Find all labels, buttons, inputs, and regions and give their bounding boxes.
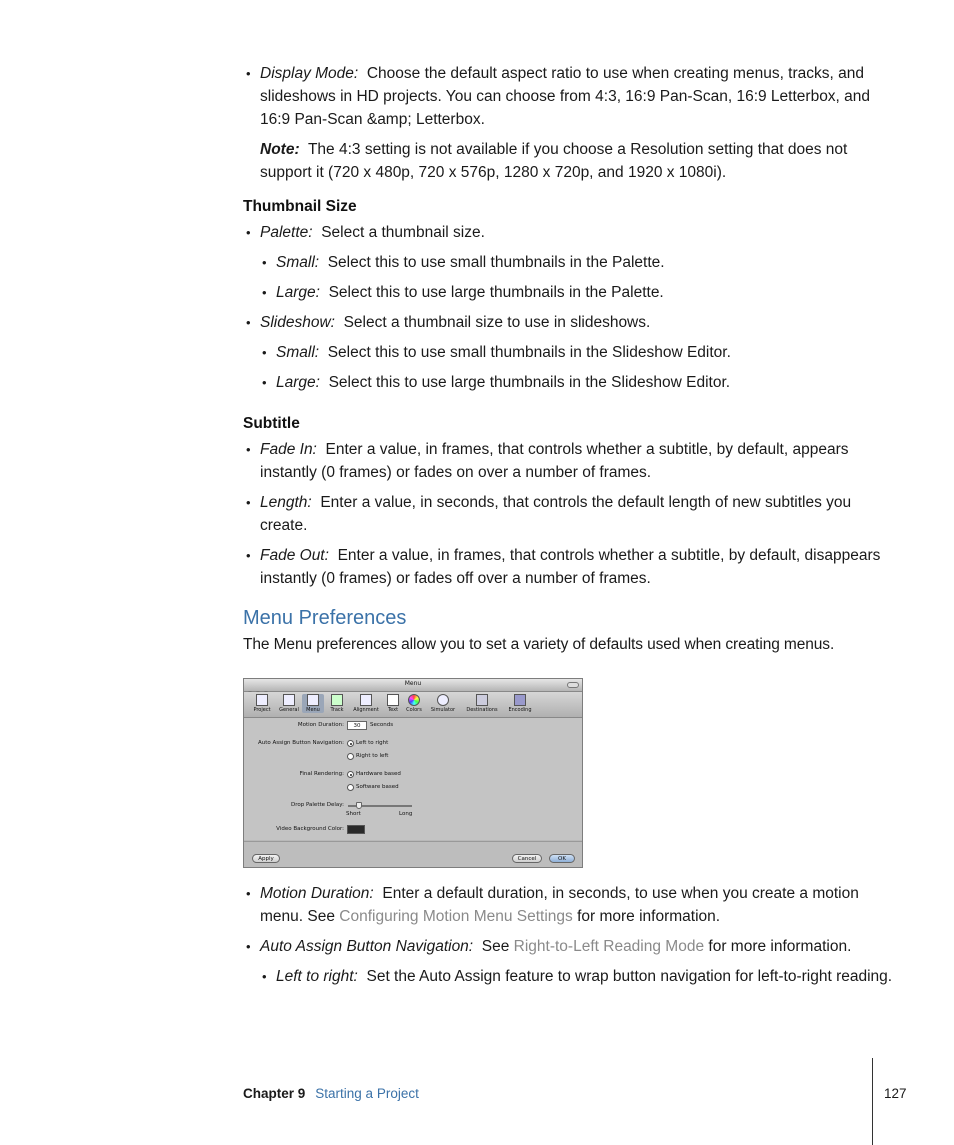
slideshow-term: Slideshow:: [260, 314, 335, 331]
left-to-right-radio[interactable]: [347, 740, 354, 747]
software-based-radio[interactable]: [347, 784, 354, 791]
palette-item: • Palette: Select a thumbnail size.: [246, 224, 485, 241]
drop-palette-slider-knob[interactable]: [356, 802, 362, 809]
software-based-label: Software based: [356, 784, 399, 790]
toolbar-text[interactable]: [382, 694, 404, 713]
palette-small-item: • Small: Select this to use small thumbnails in the Palette.: [262, 254, 665, 271]
auto-assign-item: • Auto Assign Button Navigation: See Right-to-Left Reading Mode for more information.: [246, 938, 852, 955]
slideshow-large-text: Select this to use large thumbnails in the Slideshow Editor.: [328, 374, 731, 391]
toolbar-track[interactable]: [324, 694, 350, 713]
toolbar-encoding-label: Encoding: [508, 707, 532, 713]
fade-out-item: • Fade Out: Enter a value, in frames, that controls whether a subtitle, by default, disappears instantly (0 frames) or fades off over a number of frames.: [246, 547, 881, 587]
motion-duration-item: • Motion Duration: Enter a default duration, in seconds, to use when you create a motion menu. See Configuring Motion Menu Settings for more information.: [246, 885, 859, 925]
fade-in-term: Fade In:: [260, 441, 317, 458]
right-to-left-label: Right to left: [356, 753, 389, 759]
toolbar-simulator[interactable]: [427, 694, 459, 713]
general-icon: [283, 694, 295, 706]
display-mode-term: Display Mode:: [260, 65, 359, 82]
auto-assign-see: See: [481, 938, 510, 955]
thumbnail-size-heading: Thumbnail Size: [243, 198, 357, 215]
fade-in-text: Enter a value, in frames, that controls whether a subtitle, by default, appears instantly (0 frames) or fades on over a number of frames.: [260, 441, 849, 481]
palette-term: Palette:: [260, 224, 313, 241]
palette-small-text: Select this to use small thumbnails in the Palette.: [327, 254, 665, 271]
length-term: Length:: [260, 494, 312, 511]
preferences-toolbar: [244, 692, 582, 718]
hardware-based-label: Hardware based: [356, 771, 401, 777]
alignment-icon: [360, 694, 372, 706]
hardware-based-radio[interactable]: [347, 771, 354, 778]
toolbar-project[interactable]: [248, 694, 276, 713]
color-wheel-icon: [408, 694, 420, 706]
toolbar-menu-label: Menu: [306, 707, 320, 713]
slideshow-item: • Slideshow: Select a thumbnail size to use in slideshows.: [246, 314, 651, 331]
fade-out-text: Enter a value, in frames, that controls whether a subtitle, by default, disappears instantly (0 frames) or fades off over a number of frames.: [260, 547, 881, 587]
palette-small-term: Small:: [276, 254, 320, 271]
motion-duration-term: Motion Duration:: [260, 885, 374, 902]
menu-preferences-heading: Menu Preferences: [243, 607, 407, 629]
toolbar-general-label: General: [279, 707, 299, 713]
footer-divider: [872, 1058, 873, 1145]
slideshow-text: Select a thumbnail size to use in slideshows.: [343, 314, 651, 331]
toolbar-text-label: Text: [387, 707, 399, 713]
slideshow-small-text: Select this to use small thumbnails in the Slideshow Editor.: [327, 344, 731, 361]
footer-chapter: [243, 1086, 419, 1101]
dialog-titlebar: [244, 679, 582, 692]
menu-icon: [307, 694, 319, 706]
toolbar-menu[interactable]: [302, 694, 324, 713]
subtitle-heading: Subtitle: [243, 415, 300, 432]
chapter-section: Starting a Project: [315, 1086, 419, 1101]
track-icon: [331, 694, 343, 706]
length-text: Enter a value, in seconds, that controls the default length of new subtitles you create.: [260, 494, 852, 534]
slideshow-large-term: Large:: [276, 374, 320, 391]
ok-button[interactable]: OK: [549, 854, 575, 863]
configuring-motion-menu-link[interactable]: Configuring Motion Menu Settings: [339, 908, 573, 925]
slider-short-label: Short: [346, 811, 361, 817]
auto-assign-term: Auto Assign Button Navigation:: [260, 938, 474, 955]
dialog-title: Menu: [404, 680, 422, 687]
video-bg-color-label: Video Background Color:: [276, 826, 344, 832]
toolbar-alignment-label: Alignment: [353, 707, 379, 713]
destinations-icon: [476, 694, 488, 706]
palette-text: Select a thumbnail size.: [321, 224, 485, 241]
toolbar-colors[interactable]: [402, 694, 426, 713]
menu-preferences-screenshot: [243, 678, 583, 868]
encoding-icon: [514, 694, 526, 706]
menu-preferences-intro: The Menu preferences allow you to set a variety of defaults used when creating menus.: [243, 636, 835, 653]
fade-in-item: • Fade In: Enter a value, in frames, that controls whether a subtitle, by default, appears instantly (0 frames) or fades on over a number of frames.: [246, 441, 849, 481]
toolbar-colors-label: Colors: [406, 707, 422, 713]
final-rendering-label: Final Rendering:: [299, 771, 344, 777]
slideshow-small-item: • Small: Select this to use small thumbnails in the Slideshow Editor.: [262, 344, 731, 361]
dialog-footer: [244, 841, 582, 868]
auto-assign-label: Auto Assign Button Navigation:: [258, 740, 344, 746]
left-to-right-text: Set the Auto Assign feature to wrap button navigation for left-to-right reading.: [366, 968, 893, 985]
project-icon: [256, 694, 268, 706]
chapter-label: Chapter 9: [243, 1086, 306, 1101]
apply-button[interactable]: Apply: [252, 854, 280, 863]
toolbar-track-label: Track: [330, 707, 344, 713]
page-number: 127: [884, 1086, 907, 1101]
display-mode-item: • Display Mode: Choose the default aspect ratio to use when creating menus, tracks, and slideshows in HD projects. You can choose from 4:3, 16:9 Pan-Scan, 16:9 Letterbox, and 16:9 Pan-Scan &amp; Letterbox.: [246, 65, 871, 128]
right-to-left-reading-link[interactable]: Right-to-Left Reading Mode: [513, 938, 705, 955]
motion-duration-unit: Seconds: [370, 722, 394, 728]
toolbar-simulator-label: Simulator: [430, 707, 456, 713]
menu-preferences-pane: [244, 718, 582, 840]
toolbar-project-label: Project: [253, 707, 271, 713]
palette-large-item: • Large: Select this to use large thumbnails in the Palette.: [262, 284, 664, 301]
toolbar-alignment[interactable]: [350, 694, 382, 713]
left-to-right-label: Left to right: [356, 740, 389, 746]
motion-duration-tail: for more information.: [577, 908, 721, 925]
length-item: • Length: Enter a value, in seconds, that controls the default length of new subtitles you create.: [246, 494, 852, 534]
cancel-button[interactable]: Cancel: [512, 854, 542, 863]
text-icon: [387, 694, 399, 706]
toolbar-destinations-label: Destinations: [466, 707, 498, 713]
motion-duration-text: Enter a default duration, in seconds, to use when you create a motion menu. See: [260, 885, 859, 925]
slideshow-small-term: Small:: [276, 344, 320, 361]
note-text: The 4:3 setting is not available if you choose a Resolution setting that does not support it (720 x 480p, 720 x 576p, 1280 x 720p, and 1920 x 1080i).: [260, 141, 848, 181]
toolbar-general[interactable]: [275, 694, 303, 713]
palette-large-term: Large:: [276, 284, 320, 301]
left-to-right-term: Left to right:: [276, 968, 358, 985]
toolbar-encoding[interactable]: [503, 694, 537, 713]
note-label: Note:: [260, 141, 300, 158]
display-mode-text: Choose the default aspect ratio to use when creating menus, tracks, and slideshows in HD projects. You can choose from 4:3, 16:9 Pan-Scan, 16:9 Letterbox, and 16:9 Pan-Scan &amp; Letterbox.: [260, 65, 871, 128]
toolbar-toggle-button[interactable]: [567, 682, 579, 688]
video-bg-color-swatch[interactable]: [347, 825, 365, 834]
slider-long-label: Long: [399, 811, 413, 817]
palette-large-text: Select this to use large thumbnails in the Palette.: [328, 284, 664, 301]
slideshow-large-item: • Large: Select this to use large thumbnails in the Slideshow Editor.: [262, 374, 731, 391]
toolbar-destinations[interactable]: [461, 694, 503, 713]
right-to-left-radio[interactable]: [347, 753, 354, 760]
drop-palette-label: Drop Palette Delay:: [290, 802, 344, 808]
left-to-right-item: • Left to right: Set the Auto Assign feature to wrap button navigation for left-to-right reading.: [262, 968, 893, 985]
display-mode-note: [243, 138, 892, 184]
fade-out-term: Fade Out:: [260, 547, 329, 564]
auto-assign-tail: for more information.: [708, 938, 852, 955]
simulator-icon: [437, 694, 449, 706]
motion-duration-input[interactable]: 30: [347, 721, 367, 730]
motion-duration-label: Motion Duration:: [297, 722, 344, 728]
